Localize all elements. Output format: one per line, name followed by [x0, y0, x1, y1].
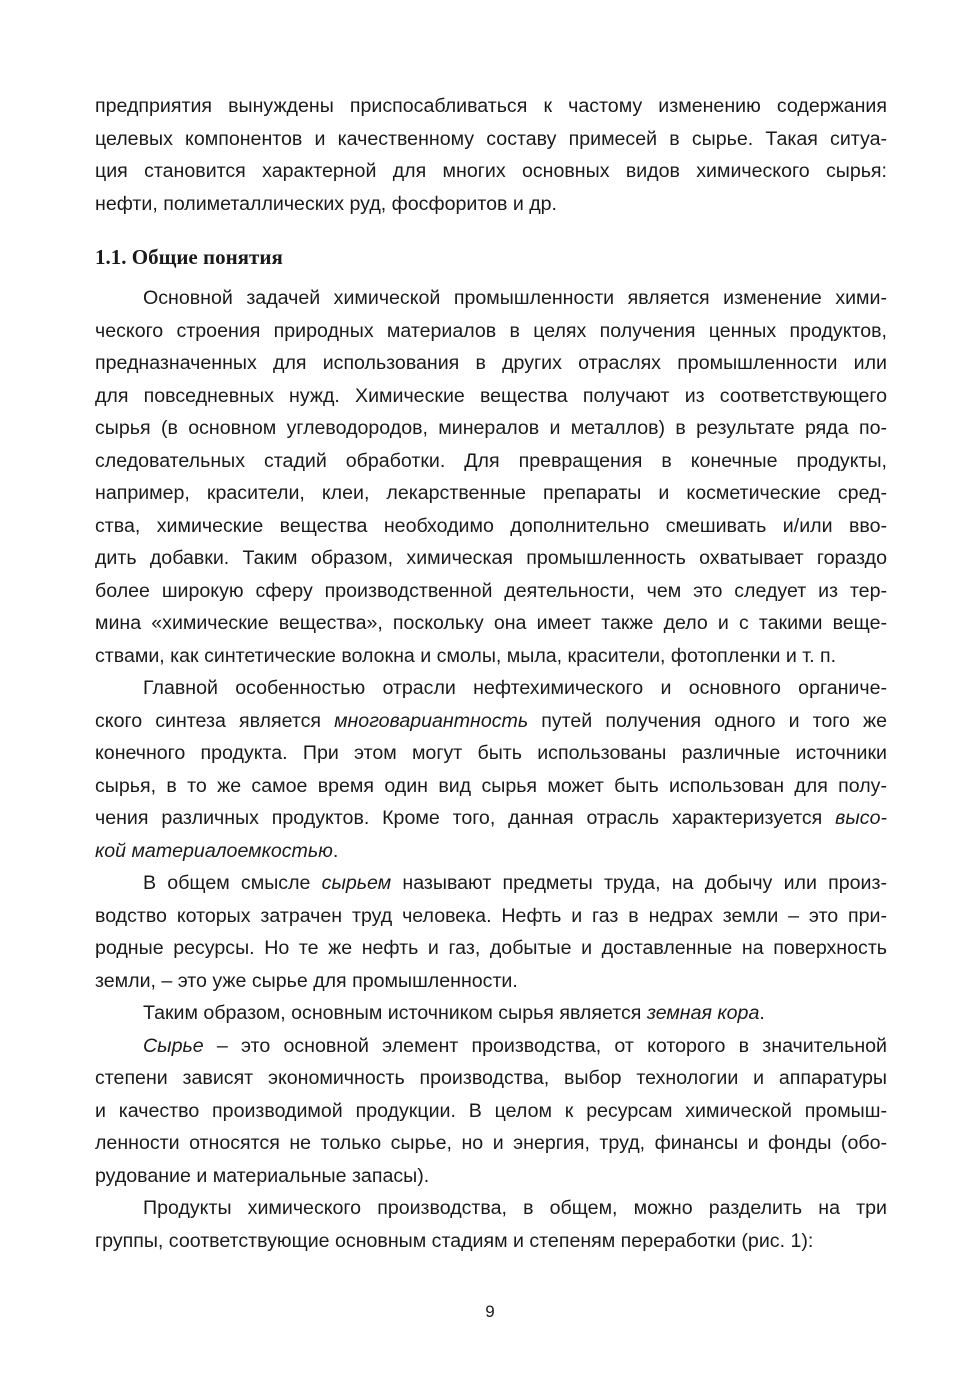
text-line: ция становится характерной для многих основных видов химического сырья:: [95, 160, 887, 182]
section-heading: 1.1. Общие понятия: [95, 245, 283, 269]
text-segment: Таким образом, основным источником сырья является: [143, 1002, 647, 1024]
italic-term: земная кора: [646, 1002, 760, 1024]
text-line: ческого строения природных материалов в целях получения ценных продуктов,: [95, 319, 887, 342]
text-line: [95, 1030, 887, 1063]
document-page: [95, 90, 887, 1257]
text-segment: путей получения одного и того же: [528, 709, 887, 732]
text-line: родные ресурсы. Но те же нефть и газ, добытые и доставленные на поверхность: [95, 937, 887, 959]
text-line: водство которых затрачен труд человека. Нефть и газ в недрах земли – это при-: [95, 904, 887, 927]
text-line: целевых компонентов и качественному составу примесей в сырье. Такая ситуа-: [95, 127, 887, 150]
text-line: Главной особенностью отрасли нефтехимического и основного органиче-: [143, 677, 887, 699]
text-line: мина «химические вещества», поскольку она имеет также дело и с такими веще-: [95, 612, 887, 634]
text-line: группы, соответствующие основным стадиям и степеням переработки (рис. 1):: [95, 1229, 814, 1252]
text-line: ства, химические вещества необходимо дополнительно смешивать и/или вво-: [95, 514, 887, 537]
italic-term: высо-: [835, 807, 887, 829]
intro-paragraph: [95, 90, 887, 220]
text-line: [95, 867, 887, 900]
italic-term: Сырье: [143, 1034, 204, 1057]
text-line: дить добавки. Таким образом, химическая промышленность охватывает гораздо: [95, 547, 887, 569]
text-line: [95, 997, 887, 1030]
text-line: например, красители, клеи, лекарственные препараты и косметические сред-: [95, 482, 887, 504]
text-segment: ского синтеза является: [95, 709, 335, 732]
text-line: нефти, полиметаллических руд, фосфоритов и др.: [95, 192, 557, 215]
text-segment: .: [759, 1002, 765, 1024]
text-line: ствами, как синтетические волокна и смолы, мыла, красители, фотопленки и т. п.: [95, 644, 837, 667]
text-line: Продукты химического производства, в общем, можно разделить на три: [143, 1197, 887, 1219]
paragraph-6: [95, 1192, 887, 1257]
text-segment: – это основной элемент производства, от которого в значительной: [203, 1034, 887, 1057]
text-line: [95, 705, 887, 738]
paragraph-4: [95, 997, 887, 1030]
text-line: для повседневных нужд. Химические вещества получают из соответствующего: [95, 384, 887, 407]
text-line: [95, 835, 887, 868]
text-line: сырья (в основном углеводородов, минералов и металлов) в результате ряда по-: [95, 417, 887, 439]
text-line: ленности относятся не только сырье, но и энергия, труд, финансы и фонды (обо-: [95, 1132, 887, 1154]
text-line: земли, – это уже сырье для промышленности.: [95, 969, 518, 992]
paragraph-3: [95, 867, 887, 997]
italic-term: кой материалоемкостью: [95, 839, 333, 862]
paragraph-2: [95, 672, 887, 867]
page-number: 9: [485, 1302, 495, 1321]
text-line: Основной задачей химической промышленности является изменение хими-: [143, 287, 887, 309]
text-line: сырья, в то же самое время один вид сырья может быть использован для полу-: [95, 774, 887, 797]
text-line: предназначенных для использования в других отраслях промышленности или: [95, 352, 887, 374]
italic-term: сырьем: [321, 872, 392, 894]
paragraph-1: [95, 282, 887, 672]
text-line: более широкую сферу производственной деятельности, чем это следует из тер-: [95, 579, 887, 602]
text-line: следовательных стадий обработки. Для превращения в конечные продукты,: [95, 449, 887, 472]
italic-term: многовариантность: [334, 709, 529, 732]
text-line: степени зависят экономичность производства, выбор технологии и аппаратуры: [95, 1067, 887, 1089]
text-segment: .: [332, 839, 339, 862]
text-segment: чения различных продуктов. Кроме того, данная отрасль характеризуется: [95, 807, 836, 829]
text-segment: называют предметы труда, на добычу или произ-: [391, 872, 887, 894]
text-line: [95, 802, 887, 835]
text-line: и качество производимой продукции. В целом к ресурсам химической промыш-: [95, 1099, 887, 1122]
text-line: конечного продукта. При этом могут быть использованы различные источники: [95, 742, 887, 764]
text-segment: В общем смысле: [143, 872, 322, 894]
text-line: предприятия вынуждены приспосабливаться к частому изменению содержания: [95, 95, 887, 117]
text-line: рудование и материальные запасы).: [95, 1164, 430, 1187]
paragraph-5: [95, 1030, 887, 1193]
